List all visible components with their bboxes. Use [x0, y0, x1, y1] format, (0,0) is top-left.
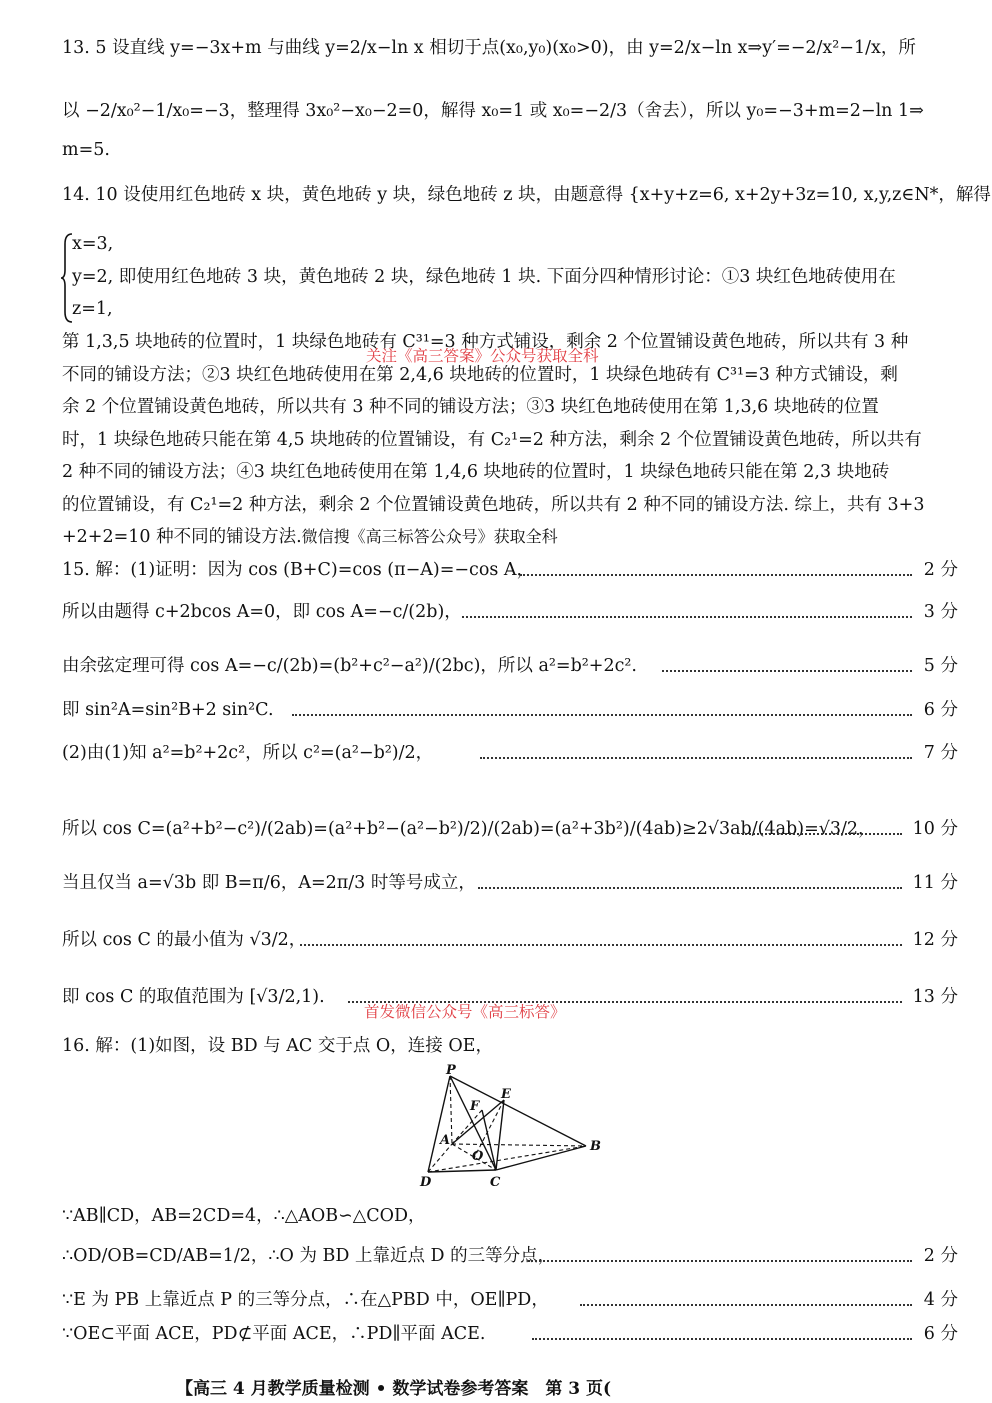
label-E: E: [501, 1087, 511, 1102]
score-mark: 4 分: [923, 1290, 958, 1310]
p16-line-1: ∵AB∥CD，AB=2CD=4，∴△AOB∽△COD，: [62, 1206, 426, 1226]
p16-line-4: ∵OE⊂平面 ACE，PD⊄平面 ACE，∴PD∥平面 ACE.: [62, 1324, 486, 1344]
label-D: D: [420, 1175, 432, 1190]
watermark-1: 关注《高三答案》公众号获取全科: [366, 347, 599, 365]
score-mark: 13 分: [912, 987, 958, 1007]
leader-dots: [532, 1338, 912, 1340]
p15-line-8: 所以 cos C 的最小值为 √3/2，: [62, 930, 307, 950]
p14-para-2: 不同的铺设方法；②3 块红色地砖使用在第 2,4,6 块地砖的位置时，1 块绿色地砖有 C³¹=3 种方式铺设，剩: [62, 365, 898, 385]
p16-intro: 16. 解：(1)如图，设 BD 与 AC 交于点 O，连接 OE，: [62, 1036, 493, 1056]
leader-dots: [580, 1304, 912, 1306]
p15-line-3: 由余弦定理可得 cos A=−c/(2b)=(b²+c²−a²)/(2bc)，所以 a²=b²+2c².: [62, 656, 637, 676]
score-mark: 6 分: [923, 700, 958, 720]
leader-dots: [480, 757, 912, 759]
label-F: F: [470, 1099, 480, 1114]
p14-para-1: 第 1,3,5 块地砖的位置时，1 块绿色地砖有 C³¹=3 种方式铺设，剩余 2 个位置铺设黄色地砖，所以共有 3 种: [62, 332, 909, 352]
p13-line-1: 13. 5 设直线 y=−3x+m 与曲线 y=2/x−ln x 相切于点(x₀,y₀)(x₀>0)，由 y=2/x−ln x⇒y′=−2/x²−1/x，所: [62, 38, 916, 58]
p14-para-4: 时，1 块绿色地砖只能在第 4,5 块地砖的位置铺设，有 C₂¹=2 种方法，剩余 2 个位置铺设黄色地砖，所以共有: [62, 430, 922, 450]
p14-inline-note: 微信搜《高三标答公众号》获取全科: [301, 527, 558, 546]
p14-conclusion: +2+2=10 种不同的铺设方法.: [62, 527, 302, 547]
leader-dots: [662, 670, 912, 672]
score-mark: 11 分: [912, 873, 958, 893]
p15-line-4: 即 sin²A=sin²B+2 sin²C.: [62, 700, 274, 720]
score-mark: 5 分: [923, 656, 958, 676]
geometry-figure: [412, 1064, 612, 1190]
label-P: P: [446, 1064, 456, 1078]
p15-line-5: (2)由(1)知 a²=b²+2c²，所以 c²=(a²−b²)/2，: [62, 743, 434, 763]
p14-system-z: z=1,: [72, 299, 113, 319]
p13-line-3: m=5.: [62, 140, 110, 160]
score-mark: 6 分: [923, 1324, 958, 1344]
p13-line-2: 以 −2/x₀²−1/x₀=−3，整理得 3x₀²−x₀−2=0，解得 x₀=1 或 x₀=−2/3（舍去），所以 y₀=−3+m=2−ln 1⇒: [62, 101, 924, 121]
p14-para-3: 余 2 个位置铺设黄色地砖，所以共有 3 种不同的铺设方法；③3 块红色地砖使用在第 1,3,6 块地砖的位置: [62, 397, 879, 417]
p14-system-x: x=3,: [72, 234, 114, 254]
page-footer: 【高三 4 月教学质量检测 • 数学试卷参考答案 第 3 页(: [176, 1379, 612, 1399]
label-O: O: [472, 1149, 484, 1164]
score-mark: 12 分: [912, 930, 958, 950]
label-C: C: [490, 1175, 501, 1190]
p15-line-6: 所以 cos C=(a²+b²−c²)/(2ab)=(a²+b²−(a²−b²)/2)/(2ab)=(a²+3b²)/(4ab)≥2√3ab/(4ab)=√3/2，: [62, 819, 876, 839]
p15-line-1: 15. 解：(1)证明：因为 cos (B+C)=cos (π−A)=−cos A，: [62, 560, 535, 580]
p14-line-1: 14. 10 设使用红色地砖 x 块，黄色地砖 y 块，绿色地砖 z 块，由题意得 {x+y+z=6, x+2y+3z=10, x,y,z∈N*，解得: [62, 185, 991, 205]
system-brace: [60, 232, 74, 324]
p14-para-6: 的位置铺设，有 C₂¹=2 种方法，剩余 2 个位置铺设黄色地砖，所以共有 2 种不同的铺设方法. 综上，共有 3+3: [62, 495, 925, 515]
label-A: A: [440, 1133, 451, 1148]
p16-line-3: ∵E 为 PB 上靠近点 P 的三等分点，∴在△PBD 中，OE∥PD，: [62, 1290, 549, 1310]
p15-line-9: 即 cos C 的取值范围为 [√3/2,1).: [62, 987, 325, 1007]
p14-para-7: [62, 525, 558, 549]
leader-dots: [528, 1260, 912, 1262]
score-mark: 2 分: [923, 1246, 958, 1266]
p14-system-y: y=2, 即使用红色地砖 3 块，黄色地砖 2 块，绿色地砖 1 块. 下面分四种情形讨论：①3 块红色地砖使用在: [72, 267, 896, 287]
leader-dots: [478, 887, 902, 889]
p15-line-2: 所以由题得 c+2bcos A=0，即 cos A=−c/(2b)，: [62, 602, 462, 622]
leader-dots: [520, 574, 912, 576]
leader-dots: [300, 944, 902, 946]
score-mark: 3 分: [923, 602, 958, 622]
leader-dots: [742, 833, 902, 835]
p14-para-5: 2 种不同的铺设方法；④3 块红色地砖使用在第 1,4,6 块地砖的位置时，1 块绿色地砖只能在第 2,3 块地砖: [62, 462, 890, 482]
leader-dots: [292, 714, 912, 716]
leader-dots: [462, 616, 912, 618]
score-mark: 10 分: [912, 819, 958, 839]
score-mark: 2 分: [923, 560, 958, 580]
watermark-2: 首发微信公众号《高三标答》: [364, 1003, 566, 1021]
label-B: B: [590, 1139, 601, 1154]
score-mark: 7 分: [923, 743, 958, 763]
p16-line-2: ∴OD/OB=CD/AB=1/2，∴O 为 BD 上靠近点 D 的三等分点，: [62, 1246, 556, 1266]
p15-line-7: 当且仅当 a=√3b 即 B=π/6，A=2π/3 时等号成立，: [62, 873, 476, 893]
